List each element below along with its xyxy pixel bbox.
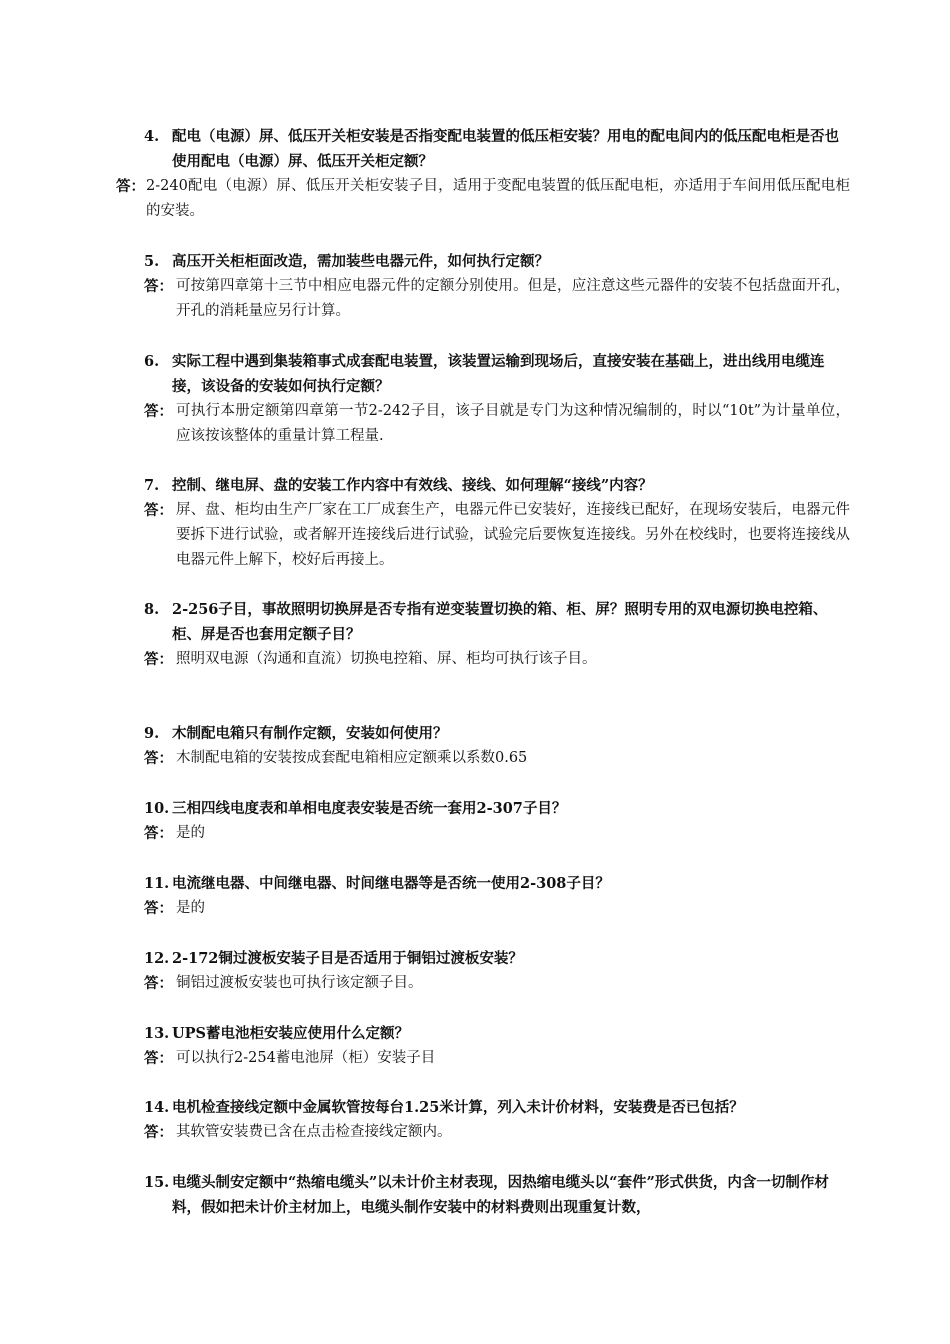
answer-text: 可执行本册定额第四章第一节2-242子目，该子目就是专门为这种情况编制的，时以“10t”为计量单位，应该按该整体的重量计算工程量. [176, 403, 850, 444]
answer [0, 1046, 950, 1071]
question-number: 12. [144, 950, 170, 967]
question [0, 1095, 950, 1120]
qa-item-13 [0, 1021, 950, 1071]
question-number: 15. [144, 1174, 170, 1191]
answer-label: 答： [144, 651, 173, 668]
question [0, 871, 950, 896]
answer-label: 答： [144, 278, 173, 295]
qa-item-6 [0, 349, 950, 449]
answer-label: 答： [144, 403, 173, 420]
question-text: 2-172铜过渡板安装子目是否适用于铜铝过渡板安装？ [172, 950, 523, 967]
answer-text: 是的 [176, 900, 205, 916]
question [0, 946, 950, 971]
answer-label: 答： [144, 825, 173, 842]
answer-text: 2-240配电（电源）屏、低压开关柜安装子目，适用于变配电装置的低压配电柜，亦适用于车间用低压配电柜的安装。 [146, 178, 850, 219]
answer-label: 答： [144, 750, 173, 767]
question-number: 10. [144, 800, 170, 817]
answer-label: 答： [144, 900, 173, 917]
answer [0, 1120, 950, 1145]
question-number: 13. [144, 1025, 170, 1042]
question-number: 8. [144, 601, 160, 618]
question-number: 4. [144, 128, 160, 145]
qa-item-8 [0, 597, 950, 672]
question-text: 电流继电器、中间继电器、时间继电器等是否统一使用2-308子目？ [172, 875, 610, 892]
question [0, 721, 950, 746]
answer [0, 896, 950, 921]
question-number: 5. [144, 253, 160, 270]
question-number: 9. [144, 725, 160, 742]
qa-item-14 [0, 1095, 950, 1145]
question [0, 597, 950, 647]
question-text: 木制配电箱只有制作定额，安装如何使用？ [172, 725, 448, 742]
answer-text: 可以执行2-254蓄电池屏（柜）安装子目 [176, 1050, 436, 1066]
answer-label: 答： [144, 975, 173, 992]
answer-label: 答： [144, 1050, 173, 1067]
qa-item-7 [0, 473, 950, 573]
answer-text: 木制配电箱的安装按成套配电箱相应定额乘以系数0.65 [176, 750, 528, 766]
question [0, 124, 950, 174]
answer [0, 647, 950, 672]
qa-item-11 [0, 871, 950, 921]
question-number: 14. [144, 1099, 170, 1116]
answer [0, 971, 950, 996]
question-text: 2-256子目，事故照明切换屏是否专指有逆变装置切换的箱、柜、屏？照明专用的双电源切换电控箱、柜、屏是否也套用定额子目？ [172, 601, 828, 643]
qa-item-9 [0, 721, 950, 771]
qa-item-10 [0, 796, 950, 846]
question-text: 实际工程中遇到集装箱事式成套配电装置，该装置运输到现场后，直接安装在基础上，进出线用电缆连接，该设备的安装如何执行定额？ [172, 353, 825, 395]
question-text: 三相四线电度表和单相电度表安装是否统一套用2-307子目？ [172, 800, 567, 817]
question [0, 249, 950, 274]
answer [0, 399, 950, 449]
question-text: 高压开关柜柜面改造，需加装些电器元件，如何执行定额？ [172, 253, 549, 270]
question [0, 349, 950, 399]
answer-text: 照明双电源（沟通和直流）切换电控箱、屏、柜均可执行该子目。 [176, 651, 597, 667]
answer-text: 可按第四章第十三节中相应电器元件的定额分别使用。但是，应注意这些元器件的安装不包括盘面开孔，开孔的消耗量应另行计算。 [176, 278, 850, 319]
qa-item-4 [0, 124, 950, 224]
answer-text: 其软管安装费已含在点击检查接线定额内。 [176, 1124, 452, 1140]
question [0, 1170, 950, 1220]
question-number: 11. [144, 875, 170, 892]
answer [0, 174, 950, 224]
answer-label: 答： [144, 1124, 173, 1141]
question-number: 7. [144, 477, 160, 494]
answer-text: 屏、盘、柜均由生产厂家在工厂成套生产，电器元件已安装好，连接线已配好，在现场安装后，电器元件要拆下进行试验，或者解开连接线后进行试验，试验完后要恢复连接线。另外在校线时，也要将连接线从电器元件上解下，校好后再接上。 [176, 502, 850, 568]
answer-label: 答： [144, 502, 173, 519]
answer-text: 是的 [176, 825, 205, 841]
question [0, 796, 950, 821]
answer [0, 274, 950, 324]
question-text: UPS蓄电池柜安装应使用什么定额？ [172, 1025, 410, 1042]
question [0, 1021, 950, 1046]
answer-text: 铜铝过渡板安装也可执行该定额子目。 [176, 975, 423, 991]
question-text: 配电（电源）屏、低压开关柜安装是否指变配电装置的低压柜安装？用电的配电间内的低压配电柜是否也使用配电（电源）屏、低压开关柜定额？ [172, 128, 839, 170]
qa-item-12 [0, 946, 950, 996]
question [0, 473, 950, 498]
question-text: 电缆头制安定额中“热缩电缆头”以未计价主材表现，因热缩电缆头以“套件”形式供货，内含一切制作材料，假如把未计价主材加上，电缆头制作安装中的材料费则出现重复计数， [172, 1174, 829, 1216]
qa-item-5 [0, 249, 950, 324]
answer-label: 答： [116, 178, 145, 195]
question-text: 控制、继电屏、盘的安装工作内容中有效线、接线、如何理解“接线”内容？ [172, 477, 653, 494]
answer [0, 821, 950, 846]
answer [0, 498, 950, 573]
question-text: 电机检查接线定额中金属软管按每台1.25米计算，列入未计价材料，安装费是否已包括？ [172, 1099, 744, 1116]
question-number: 6. [144, 353, 160, 370]
qa-item-15 [0, 1170, 950, 1220]
answer [0, 746, 950, 771]
